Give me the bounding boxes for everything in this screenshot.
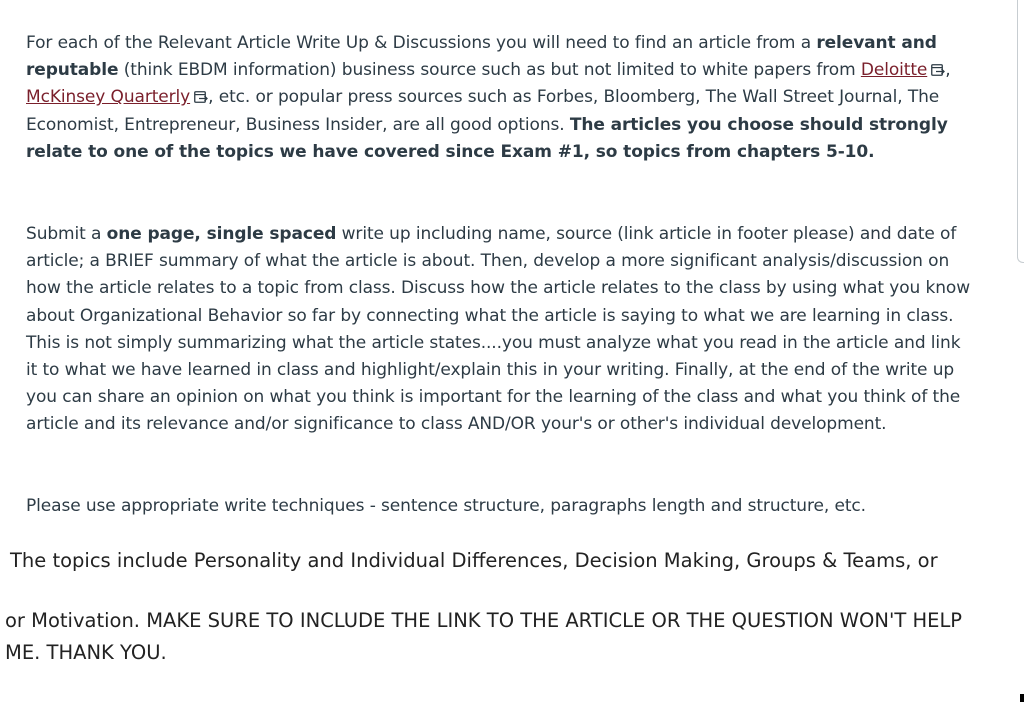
text: (think EBDM information) business source such as but not limited to white papers from — [118, 60, 861, 81]
deloitte-link[interactable]: Deloitte — [860, 60, 928, 81]
text: , — [945, 60, 951, 81]
text: Submit a — [26, 224, 107, 244]
text: For each of the Relevant Article Write Up & Discussions you will need to find an article from a — [26, 33, 817, 53]
panel-edge — [1017, 0, 1024, 263]
corner-mark — [1020, 694, 1024, 702]
text: write up including name, source (link article in footer please) and date of article; a BRIEF summary of what the article is about. Then, develop a more significant analysis/discussion on how the article relates to a topic from class. Discuss how the article relates to the class by using what you know about Organizational Behavior so far by connecting what the article is saying to what we are learning in class. This is not simply summarizing what the article states....you must analyze what you read in the article and link it to what we have learned in class and highlight/explain this in your writing. Finally, at the end of the write up you can share an opinion on what you think is important for the learning of the class and what you think of the article and its relevance and/or significance to class AND/OR your's or other's individual development. — [26, 224, 971, 435]
request-note: or Motivation. MAKE SURE TO INCLUDE THE LINK TO THE ARTICLE OR THE QUESTION WON'T HELP ME. THANK YOU. — [5, 609, 963, 664]
paragraph-writing-techniques: Please use appropriate write techniques - sentence structure, paragraphs length and structure, etc. — [26, 496, 866, 516]
external-link-icon — [194, 91, 208, 103]
text: , etc. or popular press sources such as Forbes, Bloomberg, The Wall Street Journal, The Economist, Entrepreneur, Business Insider, are all good options. — [26, 87, 940, 135]
external-link-icon — [931, 64, 945, 76]
topics-note: The topics include Personality and Individual Differences, Decision Making, Groups & Teams, or — [10, 549, 938, 572]
bold-text: The articles you choose should strongly relate to one of the topics we have covered since Exam #1, so topics from chapters 5-10. — [26, 114, 948, 162]
bold-text: one page, single spaced — [106, 224, 337, 244]
paragraph-article-requirements — [26, 30, 976, 166]
bold-text: relevant and reputable — [26, 33, 937, 81]
mckinsey-quarterly-link[interactable]: McKinsey Quarterly — [26, 87, 191, 108]
paragraph-submission-instructions — [26, 221, 976, 439]
